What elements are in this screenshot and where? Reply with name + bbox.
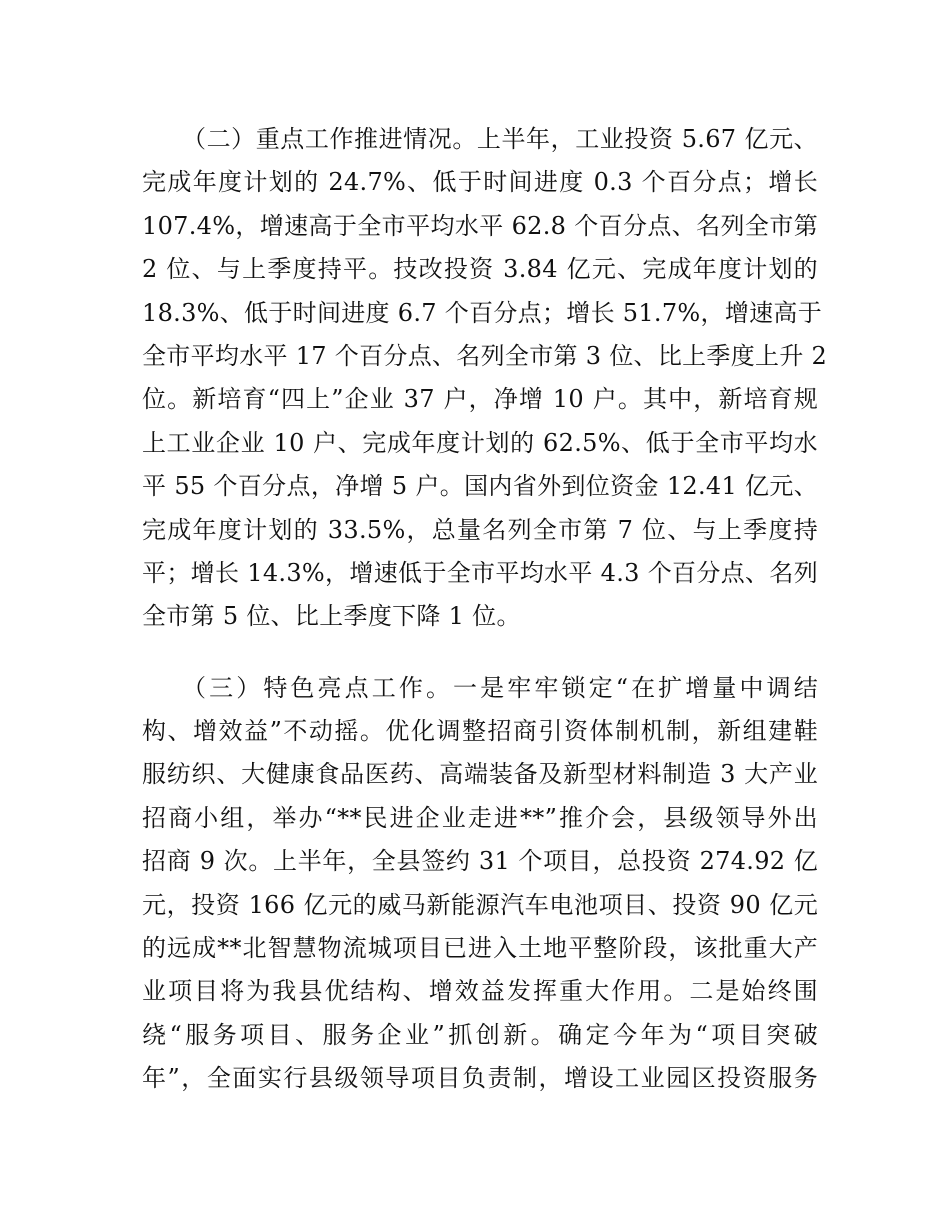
text-line: 平；增长 14.3%，增速低于全市平均水平 4.3 个百分点、名列 — [142, 558, 818, 587]
text-line: （三）特色亮点工作。一是牢牢锁定“在扩增量中调结 — [182, 673, 818, 702]
text-line: 全市第 5 位、比上季度下降 1 位。 — [142, 602, 521, 631]
text-line: 完成年度计划的 24.7%、低于时间进度 0.3 个百分点；增长 — [142, 168, 818, 197]
text-line: 18.3%、低于时间进度 6.7 个百分点；增长 51.7%，增速高于 — [142, 298, 823, 327]
text-line: 的远成**北智慧物流城项目已进入土地平整阶段，该批重大产 — [142, 934, 818, 963]
paragraph-featured-highlights — [142, 667, 818, 1101]
paragraph-key-work-progress — [142, 118, 828, 639]
text-line: 上工业企业 10 户、完成年度计划的 62.5%、低于全市平均水 — [142, 428, 818, 457]
text-line: 全市平均水平 17 个百分点、名列全市第 3 位、比上季度上升 2 — [142, 341, 828, 370]
text-line: 107.4%，增速高于全市平均水平 62.8 个百分点、名列全市第 — [142, 211, 818, 240]
text-line: 构、增效益”不动摇。优化调整招商引资体制机制，新组建鞋 — [142, 717, 818, 746]
paragraph-spacer — [142, 639, 818, 667]
text-line: （二）重点工作推进情况。上半年，工业投资 5.67 亿元、 — [182, 125, 818, 153]
text-line: 平 55 个百分点，净增 5 户。国内省外到位资金 12.41 亿元、 — [142, 472, 818, 501]
text-line: 招商小组，举办“**民进企业走进**”推介会，县级领导外出 — [142, 803, 818, 832]
text-line: 2 位、与上季度持平。技改投资 3.84 亿元、完成年度计划的 — [142, 255, 818, 284]
text-line: 元，投资 166 亿元的威马新能源汽车电池项目、投资 90 亿元 — [142, 890, 818, 919]
text-line: 业项目将为我县优结构、增效益发挥重大作用。二是始终围 — [142, 977, 818, 1006]
text-line: 绕“服务项目、服务企业”抓创新。确定今年为“项目突破 — [142, 1020, 818, 1049]
text-line: 完成年度计划的 33.5%，总量名列全市第 7 位、与上季度持 — [142, 515, 818, 544]
text-line: 服纺织、大健康食品医药、高端装备及新型材料制造 3 大产业 — [142, 760, 818, 789]
text-line: 年”，全面实行县级领导项目负责制，增设工业园区投资服务 — [142, 1064, 818, 1093]
text-line: 招商 9 次。上半年，全县签约 31 个项目，总投资 274.92 亿 — [142, 847, 818, 876]
text-line: 位。新培育“四上”企业 37 户，净增 10 户。其中，新培育规 — [142, 385, 818, 414]
